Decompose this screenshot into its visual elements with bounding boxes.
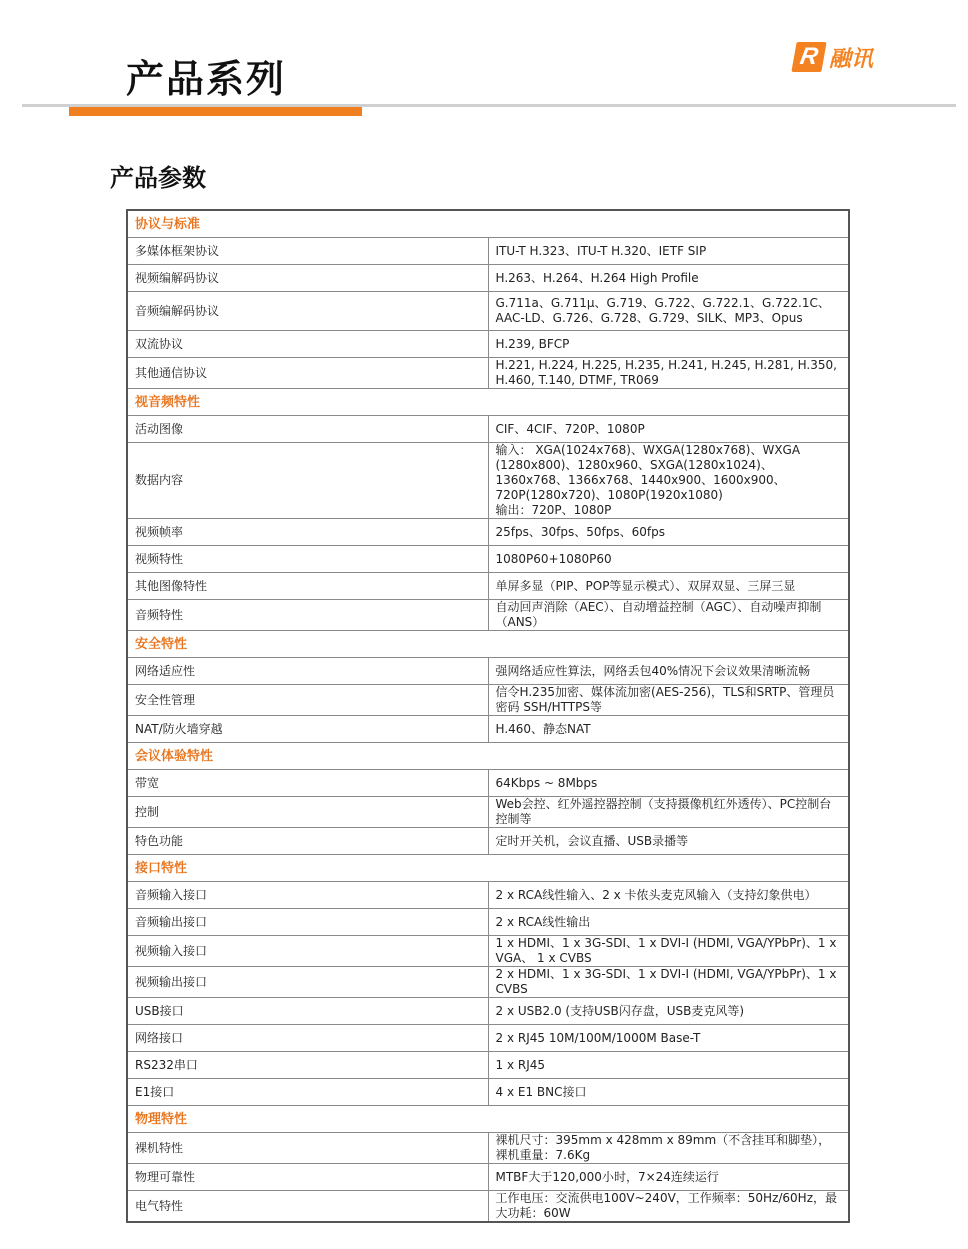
- header-accent-bar: [69, 107, 362, 116]
- spec-value: 2 x RCA线性输入、2 x 卡侬头麦克风输入（支持幻象供电）: [488, 882, 849, 909]
- table-row: [127, 358, 849, 389]
- spec-label: 网络接口: [127, 1025, 488, 1052]
- table-row: [127, 1052, 849, 1079]
- table-row: [127, 1025, 849, 1052]
- spec-value: 1080P60+1080P60: [488, 546, 849, 573]
- table-row: [127, 998, 849, 1025]
- table-row: [127, 685, 849, 716]
- category-title: 安全特性: [127, 631, 849, 658]
- spec-label: 双流协议: [127, 331, 488, 358]
- logo-mark: R: [791, 42, 826, 72]
- spec-value: 2 x RCA线性输出: [488, 909, 849, 936]
- spec-label: 电气特性: [127, 1191, 488, 1223]
- category-row: [127, 389, 849, 416]
- spec-value: 1 x RJ45: [488, 1052, 849, 1079]
- table-row: [127, 519, 849, 546]
- spec-value: Web会控、红外遥控器控制（支持摄像机红外透传）、PC控制台控制等: [488, 797, 849, 828]
- spec-value: 自动回声消除（AEC）、自动增益控制（AGC）、自动噪声抑制（ANS）: [488, 600, 849, 631]
- category-row: [127, 743, 849, 770]
- spec-label: 音频输出接口: [127, 909, 488, 936]
- spec-label: 裸机特性: [127, 1133, 488, 1164]
- table-row: [127, 416, 849, 443]
- spec-value: 定时开关机，会议直播、USB录播等: [488, 828, 849, 855]
- spec-label: 控制: [127, 797, 488, 828]
- spec-label: 物理可靠性: [127, 1164, 488, 1191]
- spec-value: 信令H.235加密、媒体流加密(AES-256)，TLS和SRTP、管理员密码 SSH/HTTPS等: [488, 685, 849, 716]
- spec-value-output: 输出：720P、1080P: [495, 503, 612, 517]
- spec-label: 带宽: [127, 770, 488, 797]
- category-title: 协议与标准: [127, 210, 849, 238]
- spec-label: 视频输入接口: [127, 936, 488, 967]
- spec-label: 特色功能: [127, 828, 488, 855]
- spec-label: 音频特性: [127, 600, 488, 631]
- table-row: [127, 967, 849, 998]
- spec-value: 25fps、30fps、50fps、60fps: [488, 519, 849, 546]
- category-title: 接口特性: [127, 855, 849, 882]
- spec-value: 强网络适应性算法，网络丢包40%情况下会议效果清晰流畅: [488, 658, 849, 685]
- logo-text: 融讯: [829, 46, 874, 72]
- spec-label: 视频编解码协议: [127, 265, 488, 292]
- spec-value: 4 x E1 BNC接口: [488, 1079, 849, 1106]
- category-row: [127, 210, 849, 238]
- spec-table: [126, 209, 850, 1223]
- spec-value: ITU-T H.323、ITU-T H.320、IETF SIP: [488, 238, 849, 265]
- spec-label: 其他通信协议: [127, 358, 488, 389]
- table-row: [127, 292, 849, 331]
- spec-label: E1接口: [127, 1079, 488, 1106]
- spec-label: RS232串口: [127, 1052, 488, 1079]
- spec-value: H.460、静态NAT: [488, 716, 849, 743]
- spec-value: H.263、H.264、H.264 High Profile: [488, 265, 849, 292]
- category-row: [127, 1106, 849, 1133]
- spec-value-input: 输入： XGA(1024x768)、WXGA(1280x768)、WXGA (1280x800)、1280x960、SXGA(1280x1024)、1360x768、1366x768、1440x900、1600x900、720P(1280x720)、1080P(1920x1080): [495, 443, 801, 502]
- spec-label: 音频输入接口: [127, 882, 488, 909]
- table-row: [127, 797, 849, 828]
- table-row: [127, 716, 849, 743]
- brand-logo: [794, 40, 873, 74]
- table-row: [127, 882, 849, 909]
- page-title: 产品系列: [126, 57, 287, 101]
- spec-label: USB接口: [127, 998, 488, 1025]
- table-row: [127, 443, 849, 519]
- spec-value: 2 x HDMI、1 x 3G-SDI、1 x DVI-I (HDMI, VGA/YPbPr)、1 x CVBS: [488, 967, 849, 998]
- table-row: [127, 936, 849, 967]
- spec-value: H.221, H.224, H.225, H.235, H.241, H.245, H.281, H.350, H.460, T.140, DTMF, TR069: [488, 358, 849, 389]
- spec-value: G.711a、G.711μ、G.719、G.722、G.722.1、G.722.1C、AAC-LD、G.726、G.728、G.729、SILK、MP3、Opus: [488, 292, 849, 331]
- table-row: [127, 1133, 849, 1164]
- spec-value: 工作电压：交流供电100V~240V，工作频率：50Hz/60Hz，最大功耗：60W: [488, 1191, 849, 1223]
- spec-value: 64Kbps ~ 8Mbps: [488, 770, 849, 797]
- spec-value: [488, 443, 849, 519]
- category-title: 物理特性: [127, 1106, 849, 1133]
- table-row: [127, 770, 849, 797]
- spec-label: 网络适应性: [127, 658, 488, 685]
- spec-value: 2 x RJ45 10M/100M/1000M Base-T: [488, 1025, 849, 1052]
- spec-value: 2 x USB2.0 (支持USB闪存盘，USB麦克风等): [488, 998, 849, 1025]
- spec-label: 视频帧率: [127, 519, 488, 546]
- spec-value: 单屏多显（PIP、POP等显示模式）、双屏双显、三屏三显: [488, 573, 849, 600]
- spec-value: 1 x HDMI、1 x 3G-SDI、1 x DVI-I (HDMI, VGA/YPbPr)、1 x VGA、 1 x CVBS: [488, 936, 849, 967]
- table-row: [127, 331, 849, 358]
- spec-value: MTBF大于120,000小时，7×24连续运行: [488, 1164, 849, 1191]
- category-row: [127, 631, 849, 658]
- spec-label: 活动图像: [127, 416, 488, 443]
- category-title: 视音频特性: [127, 389, 849, 416]
- table-row: [127, 546, 849, 573]
- spec-value: 裸机尺寸：395mm x 428mm x 89mm（不含挂耳和脚垫），裸机重量：7.6Kg: [488, 1133, 849, 1164]
- table-row: [127, 658, 849, 685]
- table-row: [127, 265, 849, 292]
- spec-label: 视频特性: [127, 546, 488, 573]
- table-row: [127, 828, 849, 855]
- category-row: [127, 855, 849, 882]
- spec-label: NAT/防火墙穿越: [127, 716, 488, 743]
- spec-label: 音频编解码协议: [127, 292, 488, 331]
- spec-label: 其他图像特性: [127, 573, 488, 600]
- table-row: [127, 1164, 849, 1191]
- spec-label: 多媒体框架协议: [127, 238, 488, 265]
- section-title: 产品参数: [110, 164, 206, 192]
- table-row: [127, 573, 849, 600]
- spec-label: 视频输出接口: [127, 967, 488, 998]
- table-row: [127, 1079, 849, 1106]
- category-title: 会议体验特性: [127, 743, 849, 770]
- table-row: [127, 1191, 849, 1223]
- spec-value: CIF、4CIF、720P、1080P: [488, 416, 849, 443]
- spec-value: H.239, BFCP: [488, 331, 849, 358]
- table-row: [127, 238, 849, 265]
- spec-label: 安全性管理: [127, 685, 488, 716]
- table-row: [127, 909, 849, 936]
- table-row: [127, 600, 849, 631]
- spec-label: 数据内容: [127, 443, 488, 519]
